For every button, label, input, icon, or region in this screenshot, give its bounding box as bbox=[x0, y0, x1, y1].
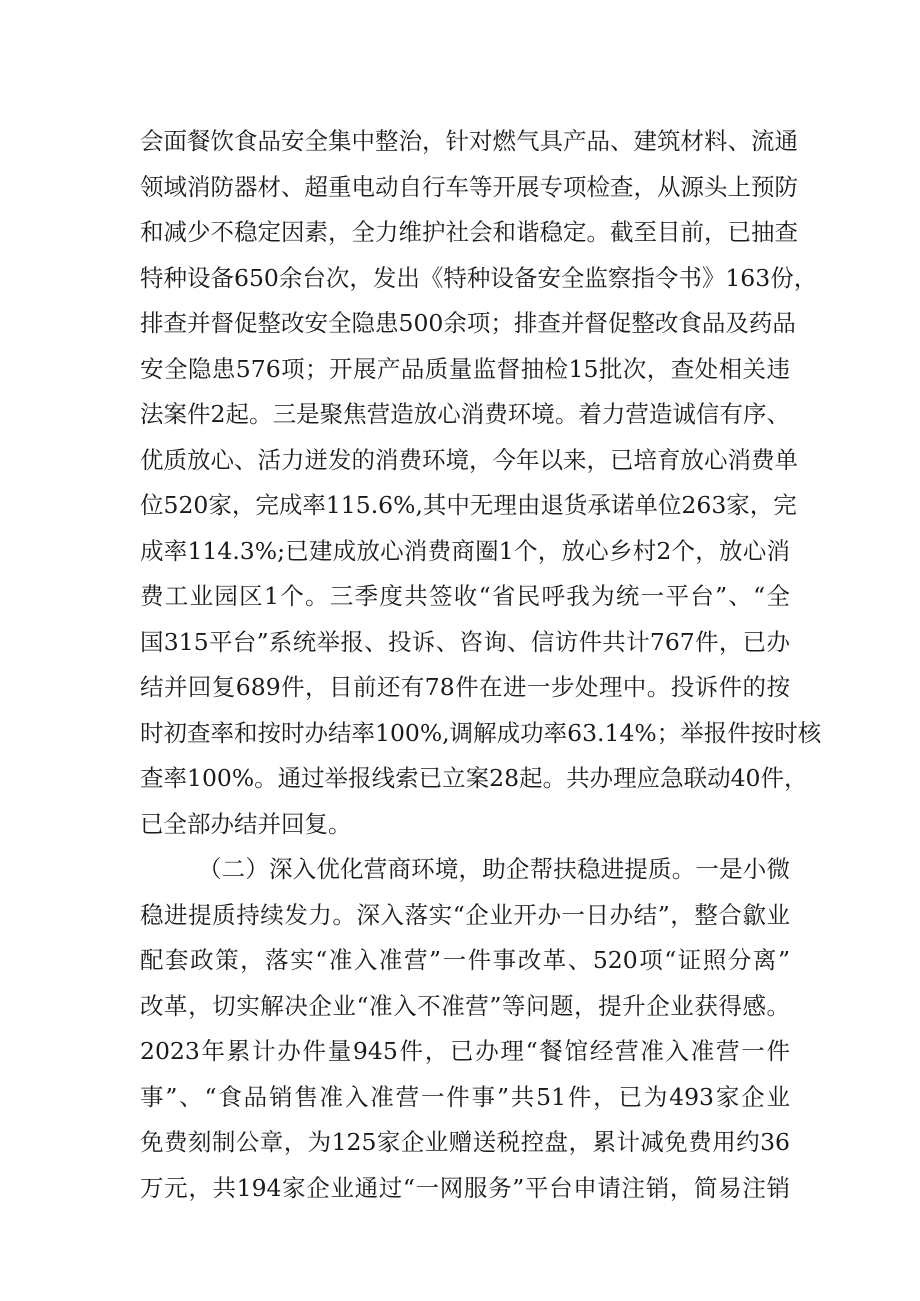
text-line: 安全隐患576项；开展产品质量监督抽检15批次，查处相关违 bbox=[140, 354, 790, 383]
text-line: 领域消防器材、超重电动自行车等开展专项检查，从源头上预防 bbox=[140, 172, 798, 201]
text-line: 2023年累计办件量945件，已办理“餐馆经营准入准营一件 bbox=[140, 1037, 790, 1065]
text-line: 成率114.3%;已建成放心消费商圈1个，放心乡村2个，放心消 bbox=[140, 536, 790, 565]
text-line: 万元，共194家企业通过“一网服务”平台申请注销，简易注销 bbox=[140, 1173, 790, 1202]
text-line: 时初查率和按时办结率100%,调解成功率63.14%；举报件按时核 bbox=[140, 718, 822, 747]
text-line: 和减少不稳定因素，全力维护社会和谐稳定。截至目前，已抽查 bbox=[140, 218, 798, 246]
text-line: 排查并督促整改安全隐患500余项；排查并督促整改食品及药品 bbox=[140, 309, 796, 337]
paragraph-1 bbox=[140, 119, 822, 847]
text-line: 查率100%。通过举报线索已立案28起。共办理应急联动40件， bbox=[140, 764, 808, 792]
text-line: 事”、“食品销售准入准营一件事”共51件，已为493家企业 bbox=[140, 1082, 790, 1111]
text-line: 稳进提质持续发力。深入落实“企业开办一日办结”，整合歙业 bbox=[140, 900, 790, 929]
text-line: 位520家，完成率115.6%,其中无理由退货承诺单位263家，完 bbox=[140, 491, 797, 519]
section-heading-line: （二）深入优化营商环境，助企帮扶稳进提质。一是小微 bbox=[198, 855, 790, 883]
text-line: 法案件2起。三是聚焦营造放心消费环境。着力营造诚信有序、 bbox=[140, 400, 790, 428]
text-line: 改革，切实解决企业“准入不准营”等问题，提升企业获得感。 bbox=[140, 991, 790, 1020]
paragraph-2 bbox=[140, 847, 790, 1211]
text-line: 配套政策，落实“准入准营”一件事改革、520项“证照分离” bbox=[140, 946, 790, 974]
text-line: 国315平台”系统举报、投诉、咨询、信访件共计767件，已办 bbox=[140, 627, 790, 656]
document-body bbox=[140, 119, 822, 1211]
text-line: 费工业园区1个。三季度共签收“省民呼我为统一平台”、“全 bbox=[140, 582, 790, 610]
text-line: 会面餐饮食品安全集中整治，针对燃气具产品、建筑材料、流通 bbox=[140, 127, 798, 155]
text-line: 免费刻制公章，为125家企业赠送税控盘，累计减免费用约36 bbox=[140, 1128, 790, 1156]
text-line: 优质放心、活力迸发的消费环境，今年以来，已培育放心消费单 bbox=[140, 445, 798, 474]
text-line: 特种设备650余台次，发出《特种设备安全监察指令书》163份， bbox=[140, 263, 818, 292]
text-line: 结并回复689件，目前还有78件在进一步处理中。投诉件的按 bbox=[140, 673, 790, 701]
text-line: 已全部办结并回复。 bbox=[140, 809, 352, 838]
